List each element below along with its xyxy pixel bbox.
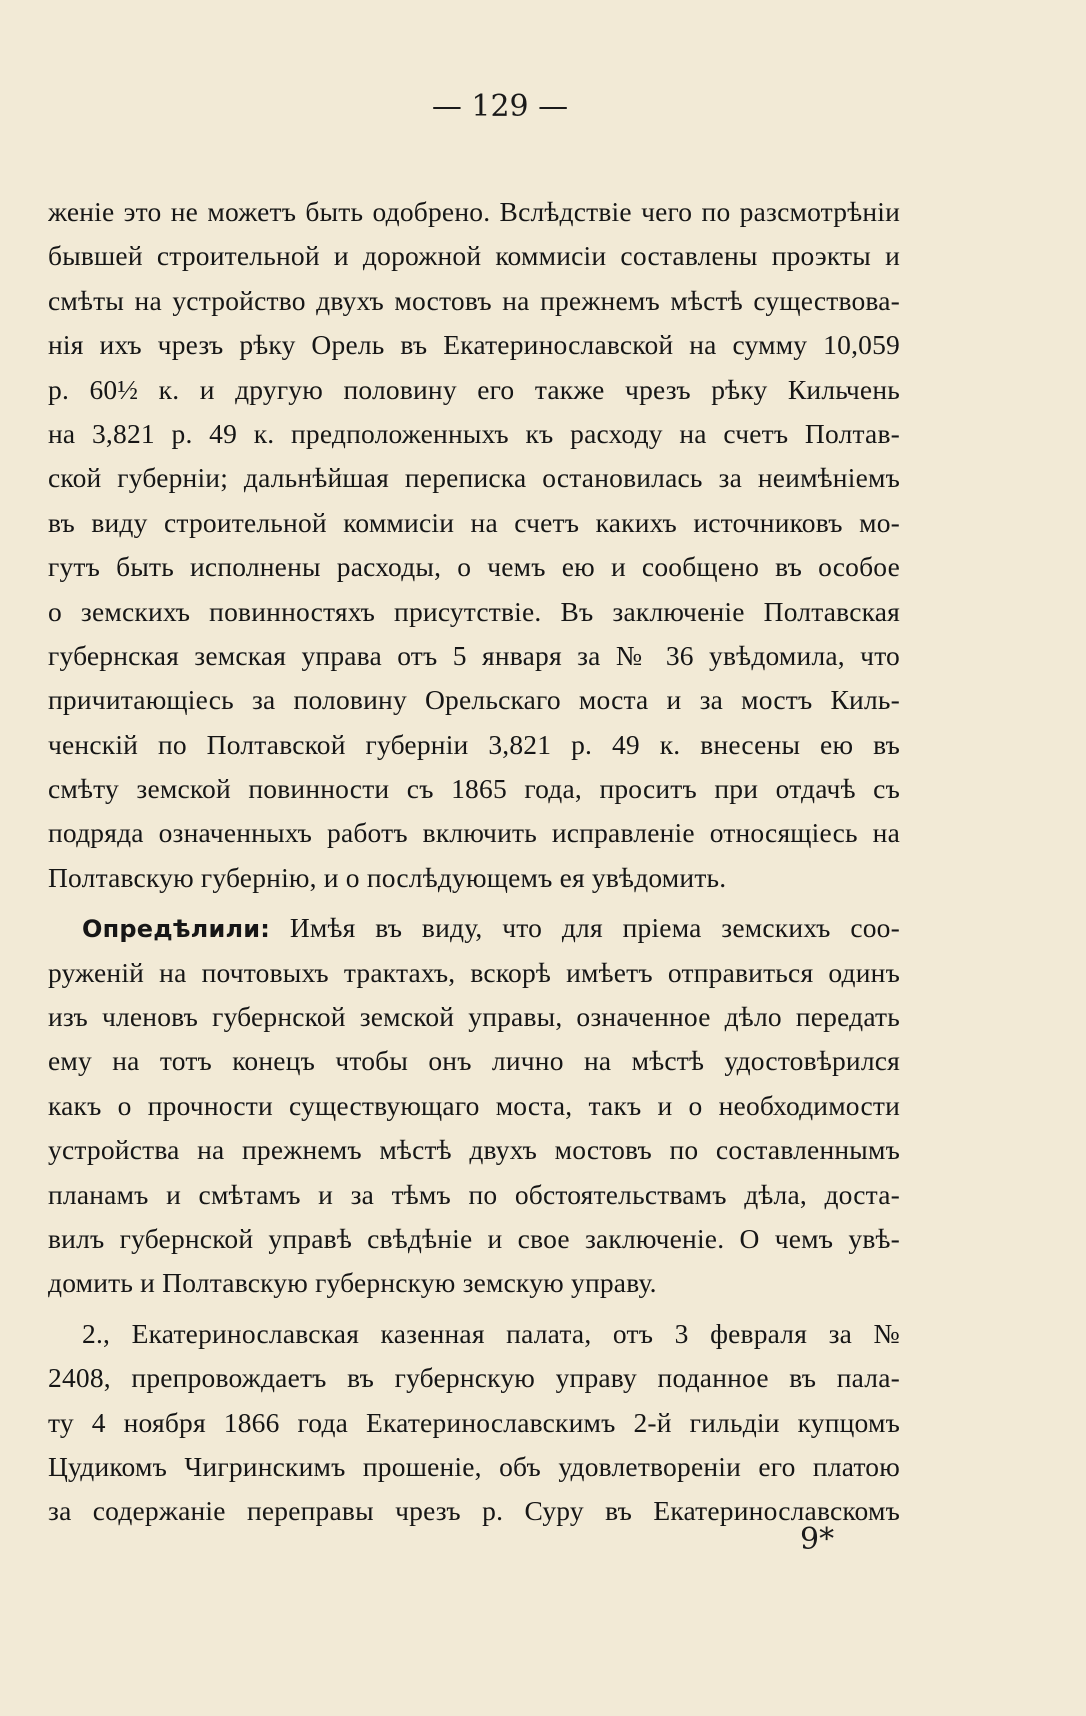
text-line: руженій на почтовыхъ трактахъ, вскорѣ имѣетъ отправиться одинъ: [48, 956, 900, 988]
text-line: на 3,821 р. 49 к. предположенныхъ къ расходу на счетъ Полтав-: [48, 417, 900, 449]
text-line: какъ о прочности существующаго моста, такъ и о необходимости: [48, 1089, 900, 1121]
resolution-lead: Опредѣлили:: [82, 915, 271, 944]
text-line: домить и Полтавскую губернскую земскую управу.: [48, 1267, 657, 1299]
text-line: устройства на прежнемъ мѣстѣ двухъ мостовъ по составленнымъ: [48, 1134, 900, 1166]
paragraph-2: [48, 906, 900, 1306]
text-line: въ виду строительной коммисіи на счетъ какихъ источниковъ мо-: [48, 506, 900, 538]
text-line: Полтавскую губернію, и о послѣдующемъ ея увѣдомить.: [48, 861, 727, 893]
text-line: планамъ и смѣтамъ и за тѣмъ по обстоятельствамъ дѣла, доста-: [48, 1178, 900, 1210]
text-line: ченскій по Полтавской губерніи 3,821 р. 49 к. внесены ею въ: [48, 728, 900, 760]
text-line: губернская земская управа отъ 5 января за № 36 увѣдомила, что: [48, 639, 900, 671]
text-line: причитающіесь за половину Орельскаго моста и за мостъ Киль-: [48, 684, 900, 716]
paragraph-3: [48, 1312, 900, 1534]
text-line: бывшей строительной и дорожной коммисіи составлены проэкты и: [48, 240, 900, 272]
text-line: изъ членовъ губернской земской управы, означенное дѣло передать: [48, 1001, 900, 1033]
text-fragment: Имѣя въ виду, что для пріема земскихъ соо-: [270, 912, 900, 944]
text-line: р. 60½ к. и другую половину его также чрезъ рѣку Кильчень: [48, 373, 900, 405]
body-text: [48, 190, 900, 1534]
paragraph-1: [48, 190, 900, 900]
text-line-with-lead: [48, 906, 900, 950]
text-line: 2408, препровождаетъ въ губернскую управу поданное въ пала-: [48, 1362, 900, 1394]
text-line: смѣту земской повинности съ 1865 года, проситъ при отдачѣ съ: [48, 773, 900, 805]
text-line: гутъ быть исполнены расходы, о чемъ ею и сообщено въ особое: [48, 551, 900, 583]
text-line: за содержаніе переправы чрезъ р. Суру въ Екатеринославскомъ: [48, 1495, 900, 1527]
text-line: подряда означенныхъ работъ включить исправленіе относящіесь на: [48, 817, 900, 849]
text-line: смѣты на устройство двухъ мостовъ на прежнемъ мѣстѣ существова-: [48, 284, 900, 316]
signature-mark: 9*: [800, 1522, 835, 1557]
text-line: о земскихъ повинностяхъ присутствіе. Въ заключеніе Полтавская: [48, 595, 900, 627]
text-line: Цудикомъ Чигринскимъ прошеніе, объ удовлетвореніи его платою: [48, 1450, 900, 1482]
text-line: 2., Екатеринославская казенная палата, отъ 3 февраля за №: [82, 1317, 900, 1349]
page-number: — 129 —: [431, 89, 569, 124]
text-line: ту 4 ноября 1866 года Екатеринославскимъ 2-й гильдіи купцомъ: [48, 1406, 900, 1438]
text-line: женіе это не можетъ быть одобрено. Вслѣдствіе чего по разсмотрѣніи: [48, 196, 900, 227]
text-line: вилъ губернской управѣ свѣдѣніе и свое заключеніе. О чемъ увѣ-: [48, 1222, 900, 1254]
text-line: ской губерніи; дальнѣйшая переписка остановилась за неимѣніемъ: [48, 462, 900, 494]
text-line: нія ихъ чрезъ рѣку Орель въ Екатеринославской на сумму 10,059: [48, 329, 900, 361]
text-line: ему на тотъ конецъ чтобы онъ лично на мѣстѣ удостовѣрился: [48, 1045, 900, 1077]
